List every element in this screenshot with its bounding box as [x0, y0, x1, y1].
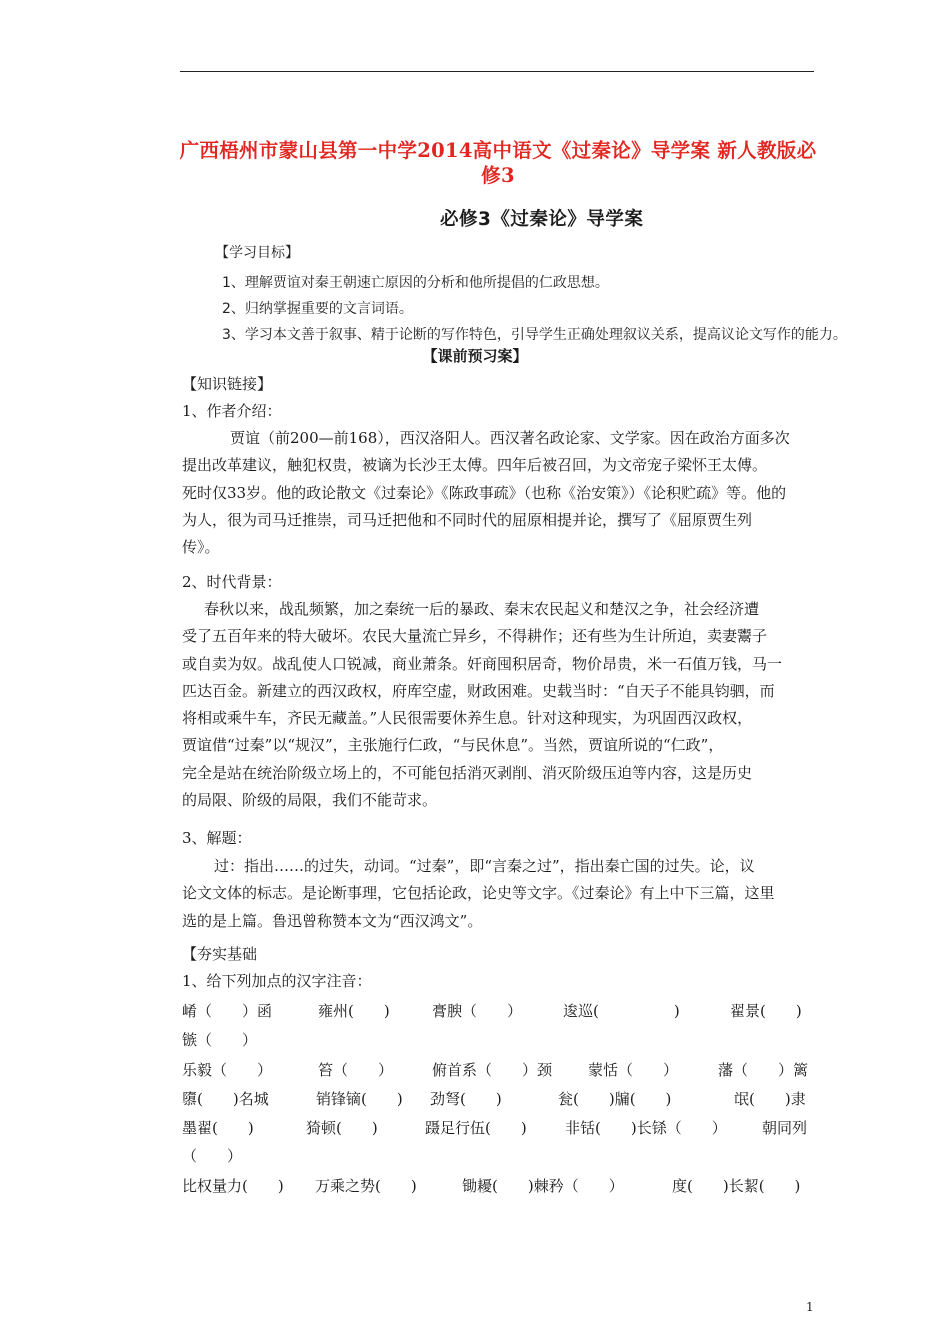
phonetic-item: 翟景( ) [730, 1002, 802, 1020]
paragraph-line: 论文文体的标志。是论断事理，它包括论政，论史等文字。《过秦论》有上中下三篇，这里 [182, 884, 775, 903]
phonetic-item: 隳( )名城 [182, 1090, 269, 1108]
paragraph-line: 提出改革建议，触犯权贵，被谪为长沙王太傅。四年后被召回，为文帝宠子梁怀王太傅。 [182, 456, 768, 475]
phonetic-item: 蹑足行伍( ) [425, 1119, 527, 1137]
document-title: 广西梧州市蒙山县第一中学2014高中语文《过秦论》导学案 新人教版必修3 [179, 139, 817, 187]
paragraph-line: 选的是上篇。鲁迅曾称赞本文为“西汉鸿文”。 [182, 911, 483, 930]
question-1: 1、给下列加点的汉字注音： [182, 972, 372, 990]
phonetic-item: 朝同列 [762, 1119, 808, 1137]
paragraph-line: 将相或乘牛车，齐民无藏盖。”人民很需要休养生息。针对这种现实，为巩固西汉政权， [182, 709, 753, 728]
paragraph-line: 贾谊借“过秦”以“规汉”，主张施行仁政，“与民休息”。当然，贾谊所说的“仁政”， [182, 736, 724, 755]
section-author-heading: 1、作者介绍： [182, 402, 282, 420]
paragraph-line: 匹达百金。新建立的西汉政权，府库空虚，财政困难。史载当时：“自天子不能具钧驷，而 [182, 681, 775, 700]
paragraph-line: 完全是站在统治阶级立场上的，不可能包括消灭剥削、消灭阶级压迫等内容，这是历史 [182, 763, 753, 782]
phonetic-item: 比权量力( ) [182, 1177, 284, 1195]
phonetic-item: 销锋镝( ) [316, 1090, 403, 1108]
goals-heading: 【学习目标】 [215, 245, 299, 261]
phonetic-item: 逡巡( ) [563, 1002, 680, 1020]
paragraph-line: 死时仅33岁。他的政论散文《过秦论》《陈政事疏》（也称《治安策》）《论积贮疏》等。他的 [182, 483, 787, 502]
paragraph-line: 传》。 [182, 538, 220, 557]
phonetic-item: 镞（ ） [182, 1031, 258, 1049]
phonetic-item: 锄耰( )棘矜（ ） [462, 1177, 624, 1195]
preview-heading: 【课前预习案】 [422, 347, 528, 365]
paragraph-line: 过：指出……的过失，动词。“过秦”，即“言秦之过”，指出秦亡国的过失。论，议 [214, 857, 755, 875]
page-number: 1 [806, 1300, 814, 1314]
phonetic-item: 猗顿( ) [306, 1119, 378, 1137]
phonetic-item: 俯首系（ ）颈 [432, 1061, 553, 1079]
paragraph-line: 的局限、阶级的局限，我们不能苛求。 [182, 791, 438, 810]
phonetic-item: 蒙恬（ ） [588, 1061, 679, 1079]
phonetic-item: 墨翟( ) [182, 1119, 254, 1137]
phonetic-item: 劲弩( ) [430, 1090, 502, 1108]
paragraph-line: 贾谊（前200—前168），西汉洛阳人。西汉著名政论家、文学家。因在政治方面多次 [230, 429, 790, 447]
phonetic-item: 氓( )隶 [734, 1090, 806, 1108]
phonetic-item: 万乘之势( ) [315, 1177, 417, 1195]
phonetic-item: （ ） [182, 1147, 243, 1165]
phonetic-item: 度( )长絜( ) [672, 1177, 801, 1195]
base-heading: 【夯实基础 [182, 945, 258, 963]
learning-goals-block [205, 242, 847, 348]
section-background-heading: 2、时代背景： [182, 573, 282, 591]
document-subtitle: 必修3《过秦论》导学案 [440, 209, 644, 230]
goal-item: 3、学习本文善于叙事、精于论断的写作特色，引导学生正确处理叙议关系，提高议论文写作的能力。 [222, 327, 847, 343]
phonetic-item: 乐毅（ ） [182, 1061, 273, 1079]
phonetic-item: 崤（ ）函 [182, 1002, 273, 1020]
title-explain-paragraph [182, 853, 822, 935]
phonetic-item: 雍州( ) [318, 1002, 390, 1020]
background-paragraph [182, 596, 822, 814]
paragraph-line: 为人，很为司马迁推崇，司马迁把他和不同时代的屈原相提并论，撰写了《屈原贾生列 [182, 510, 753, 529]
phonetic-item: 藩（ ）篱 [718, 1061, 809, 1079]
goal-item: 1、理解贾谊对秦王朝速亡原因的分析和他所提倡的仁政思想。 [222, 275, 609, 291]
header-rule [180, 71, 814, 72]
paragraph-line: 受了五百年来的特大破坏。农民大量流亡异乡，不得耕作；还有些为生计所迫，卖妻鬻子 [182, 627, 768, 646]
paragraph-line: 或自卖为奴。战乱使人口锐减，商业萧条。奸商囤积居奇，物价昂贵，米一石值万钱，马一 [182, 654, 783, 673]
phonetic-item: 瓮( )牖( ) [558, 1090, 672, 1108]
goal-item: 2、归纳掌握重要的文言词语。 [222, 301, 413, 317]
paragraph-line: 春秋以来，战乱频繁，加之秦统一后的暴政、秦末农民起义和楚汉之争，社会经济遭 [204, 600, 760, 618]
section-title-explain-heading: 3、解题： [182, 829, 252, 847]
phonetic-item: 非铦( )长铩（ ） [565, 1119, 727, 1137]
knowledge-heading: 【知识链接】 [182, 375, 273, 393]
author-paragraph [182, 425, 822, 561]
phonetic-item: 笞（ ） [318, 1061, 394, 1079]
phonetic-item: 膏腴（ ） [432, 1002, 523, 1020]
